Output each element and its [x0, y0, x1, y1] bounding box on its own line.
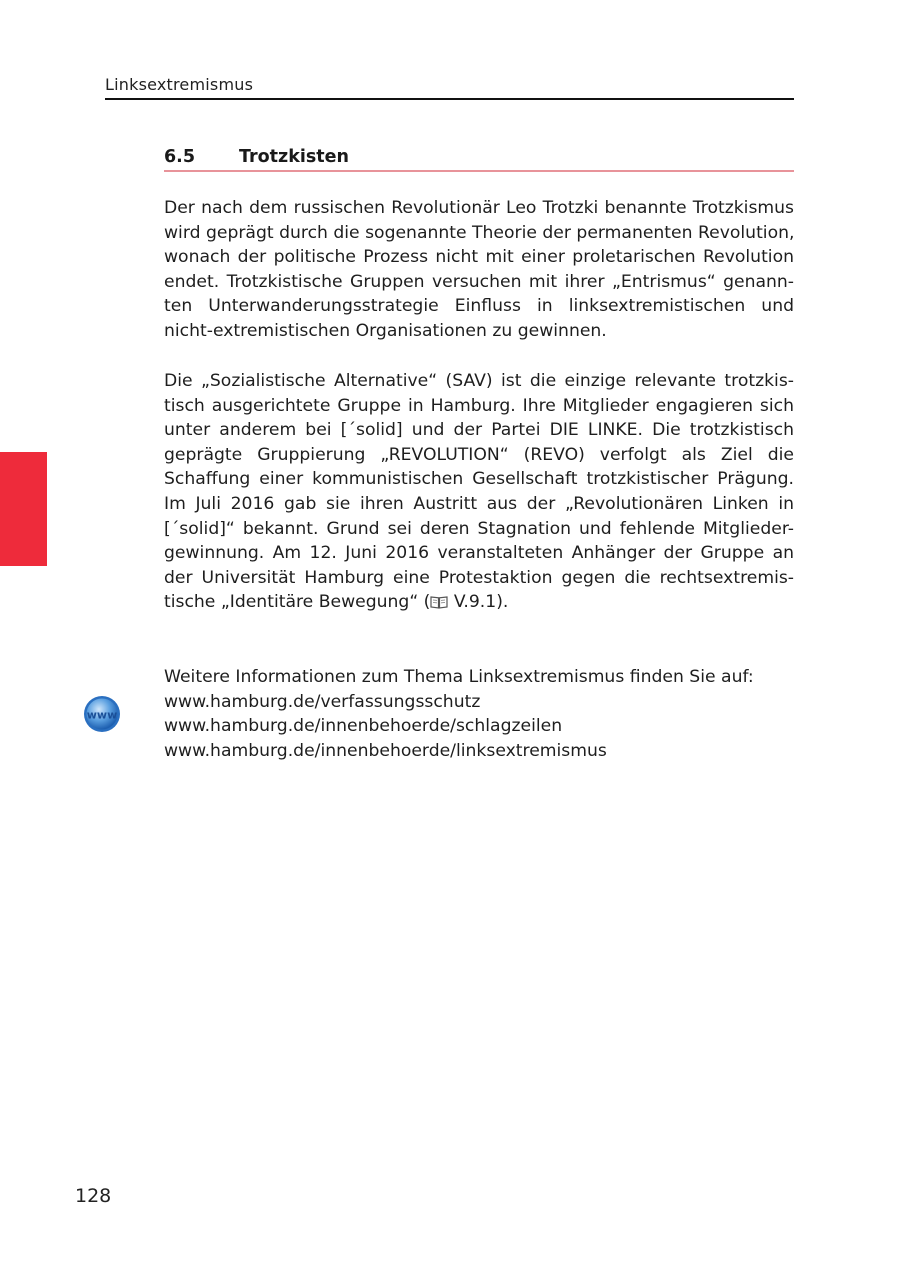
text-line: geprägte Gruppierung „REVOLUTION“ (REVO) verfolgt als Ziel die: [164, 444, 794, 465]
text-line: Im Juli 2016 gab sie ihren Austritt aus der „Revolutionären Linken in: [164, 493, 794, 514]
running-header: Linksextremismus: [105, 75, 254, 94]
text-line: [´solid]“ bekannt. Grund sei deren Stagnation und fehlende Mitglieder-: [164, 518, 794, 539]
text-line: unter anderem bei [´solid] und der Partei DIE LINKE. Die trotzkistisch: [164, 420, 794, 441]
text-line: gewinnung. Am 12. Juni 2016 veranstalteten Anhänger der Gruppe an: [164, 543, 794, 564]
link-linksextremismus[interactable]: www.hamburg.de/innenbehoerde/linksextremismus: [164, 740, 607, 761]
section-title-rule: [164, 170, 794, 172]
section-heading: [164, 147, 794, 167]
text-line: Schaffung einer kommunistischen Gesellschaft trotzkistischer Prägung.: [164, 469, 794, 490]
paragraph-trotzkismus: [164, 196, 794, 344]
text-line: endet. Trotzkistische Gruppen versuchen mit ihrer „Entrismus“ genann-: [164, 271, 794, 292]
header-rule: [105, 98, 794, 100]
link-verfassungsschutz[interactable]: www.hamburg.de/verfassungsschutz: [164, 691, 481, 712]
text-line: ten Unterwanderungsstrategie Einfluss in linksextremistischen und: [164, 296, 794, 317]
chapter-side-tab: [0, 452, 47, 566]
text-line: nicht-extremistischen Organisationen zu gewinnen.: [164, 320, 607, 341]
text-line-with-reference: tische „Identitäre Bewegung“ ( V.9.1).: [164, 590, 794, 617]
cross-reference-link[interactable]: V.9.1: [453, 592, 497, 613]
more-info-block: [164, 665, 794, 763]
paragraph-sav-revo: [164, 369, 794, 617]
text-line: tisch ausgerichtete Gruppe in Hamburg. Ihre Mitglieder engagieren sich: [164, 395, 794, 416]
text-line: Die „Sozialistische Alternative“ (SAV) ist die einzige relevante trotzkis-: [164, 371, 794, 391]
section-number: 6.5: [164, 147, 196, 167]
svg-text:www: www: [86, 708, 118, 722]
more-info-intro: Weitere Informationen zum Thema Linksextremismus finden Sie auf:: [164, 667, 754, 687]
text-line: wird geprägt durch die sogenannte Theorie der permanenten Revolution,: [164, 222, 795, 243]
text-line: der Universität Hamburg eine Protestaktion gegen die rechtsextremis-: [164, 567, 794, 588]
section-title: Trotzkisten: [239, 147, 349, 167]
page-number: 128: [75, 1185, 112, 1207]
book-icon: [430, 592, 448, 617]
text-line: wonach der politische Prozess nicht mit einer proletarischen Revolution: [164, 247, 794, 268]
www-globe-icon: [83, 695, 121, 733]
link-schlagzeilen[interactable]: www.hamburg.de/innenbehoerde/schlagzeilen: [164, 716, 563, 737]
text-line: Der nach dem russischen Revolutionär Leo Trotzki benannte Trotzkismus: [164, 198, 794, 218]
